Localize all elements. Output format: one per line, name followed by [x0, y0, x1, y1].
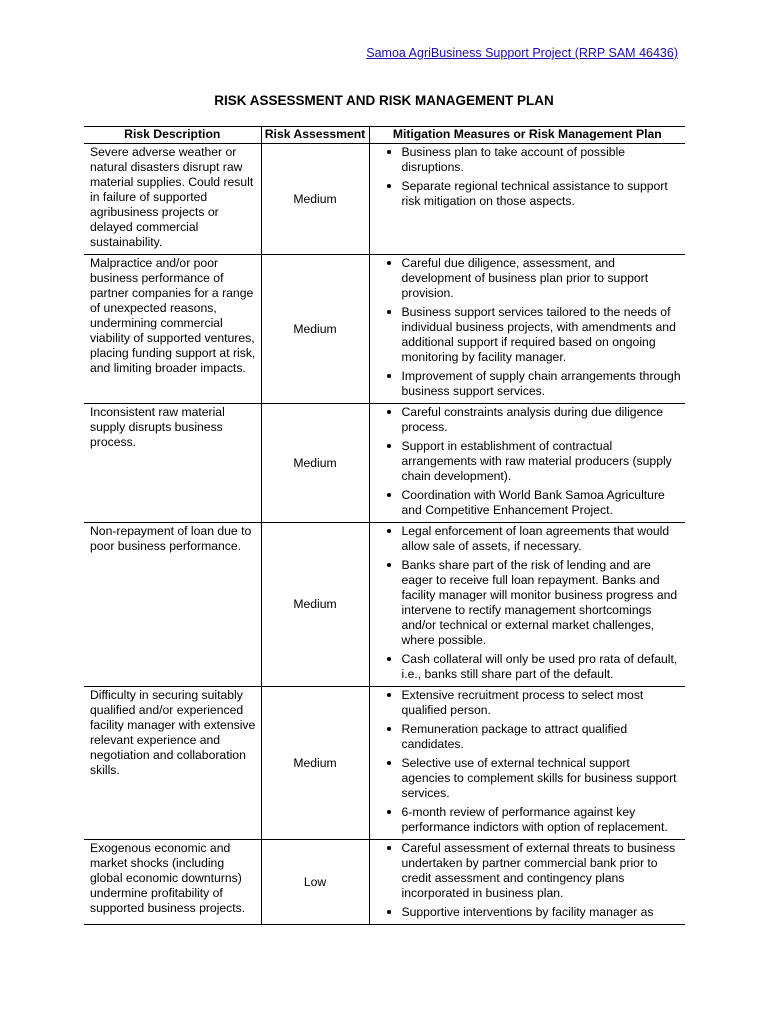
- measures-list: [376, 405, 682, 518]
- mitigation-cell: [369, 687, 685, 840]
- risk-description: Severe adverse weather or natural disasters disrupt raw material supplies. Could result in failure of supported agribusiness projects or delayed commercial sustainability.: [84, 144, 261, 255]
- list-item: Banks share part of the risk of lending and are eager to receive full loan repayment. Banks and facility manager will monitor business progress and intervene to rectify management shortcomings and/or technical or external market challenges, where possible.: [376, 558, 682, 648]
- list-item: Separate regional technical assistance to support risk mitigation on those aspects.: [376, 179, 682, 209]
- list-item: Careful assessment of external threats to business undertaken by partner commercial bank prior to credit assessment and contingency plans incorporated in business plan.: [376, 841, 682, 901]
- measures-list: [376, 688, 682, 835]
- list-item: Remuneration package to attract qualified candidates.: [376, 722, 682, 752]
- table-row: [84, 687, 685, 840]
- project-link[interactable]: Samoa AgriBusiness Support Project (RRP SAM 46436): [366, 46, 678, 60]
- risk-assessment: Medium: [261, 255, 369, 404]
- list-item: Extensive recruitment process to select most qualified person.: [376, 688, 682, 718]
- risk-assessment: Medium: [261, 687, 369, 840]
- measures-list: [376, 841, 682, 920]
- table-row: [84, 840, 685, 925]
- list-item: Business support services tailored to the needs of individual business projects, with amendments and additional support if required based on ongoing monitoring by facility manager.: [376, 305, 682, 365]
- mitigation-cell: [369, 144, 685, 255]
- risk-assessment: Low: [261, 840, 369, 925]
- list-item: Support in establishment of contractual arrangements with raw material producers (supply chain development).: [376, 439, 682, 484]
- table-row: [84, 255, 685, 404]
- risk-assessment: Medium: [261, 404, 369, 523]
- risk-description: Difficulty in securing suitably qualified and/or experienced facility manager with extensive relevant experience and negotiation and collaboration skills.: [84, 687, 261, 840]
- list-item: Business plan to take account of possible disruptions.: [376, 145, 682, 175]
- measures-list: [376, 524, 682, 682]
- risk-description: Non-repayment of loan due to poor business performance.: [84, 523, 261, 687]
- table-row: [84, 404, 685, 523]
- risk-table: [84, 126, 685, 925]
- document-title: RISK ASSESSMENT AND RISK MANAGEMENT PLAN: [214, 93, 554, 108]
- list-item: Improvement of supply chain arrangements through business support services.: [376, 369, 682, 399]
- risk-description: Malpractice and/or poor business performance of partner companies for a range of unexpected reasons, undermining commercial viability of supported ventures, placing funding support at risk, and limiting broader impacts.: [84, 255, 261, 404]
- header-risk-assessment: Risk Assessment: [261, 127, 369, 144]
- table-row: [84, 523, 685, 687]
- risk-assessment: Medium: [261, 144, 369, 255]
- list-item: Careful constraints analysis during due diligence process.: [376, 405, 682, 435]
- mitigation-cell: [369, 404, 685, 523]
- list-item: Supportive interventions by facility manager as: [376, 905, 682, 920]
- table-row: [84, 144, 685, 255]
- header-risk-description: Risk Description: [84, 127, 261, 144]
- measures-list: [376, 145, 682, 209]
- header-mitigation: Mitigation Measures or Risk Management Plan: [369, 127, 685, 144]
- measures-list: [376, 256, 682, 399]
- risk-description: Inconsistent raw material supply disrupts business process.: [84, 404, 261, 523]
- risk-description: Exogenous economic and market shocks (including global economic downturns) undermine profitability of supported business projects.: [84, 840, 261, 925]
- list-item: 6-month review of performance against key performance indictors with option of replacement.: [376, 805, 682, 835]
- list-item: Coordination with World Bank Samoa Agriculture and Competitive Enhancement Project.: [376, 488, 682, 518]
- risk-assessment: Medium: [261, 523, 369, 687]
- mitigation-cell: [369, 840, 685, 925]
- mitigation-cell: [369, 523, 685, 687]
- list-item: Legal enforcement of loan agreements that would allow sale of assets, if necessary.: [376, 524, 682, 554]
- list-item: Cash collateral will only be used pro rata of default, i.e., banks still share part of the default.: [376, 652, 682, 682]
- list-item: Selective use of external technical support agencies to complement skills for business support services.: [376, 756, 682, 801]
- table-header-row: [84, 127, 685, 144]
- list-item: Careful due diligence, assessment, and development of business plan prior to support provision.: [376, 256, 682, 301]
- mitigation-cell: [369, 255, 685, 404]
